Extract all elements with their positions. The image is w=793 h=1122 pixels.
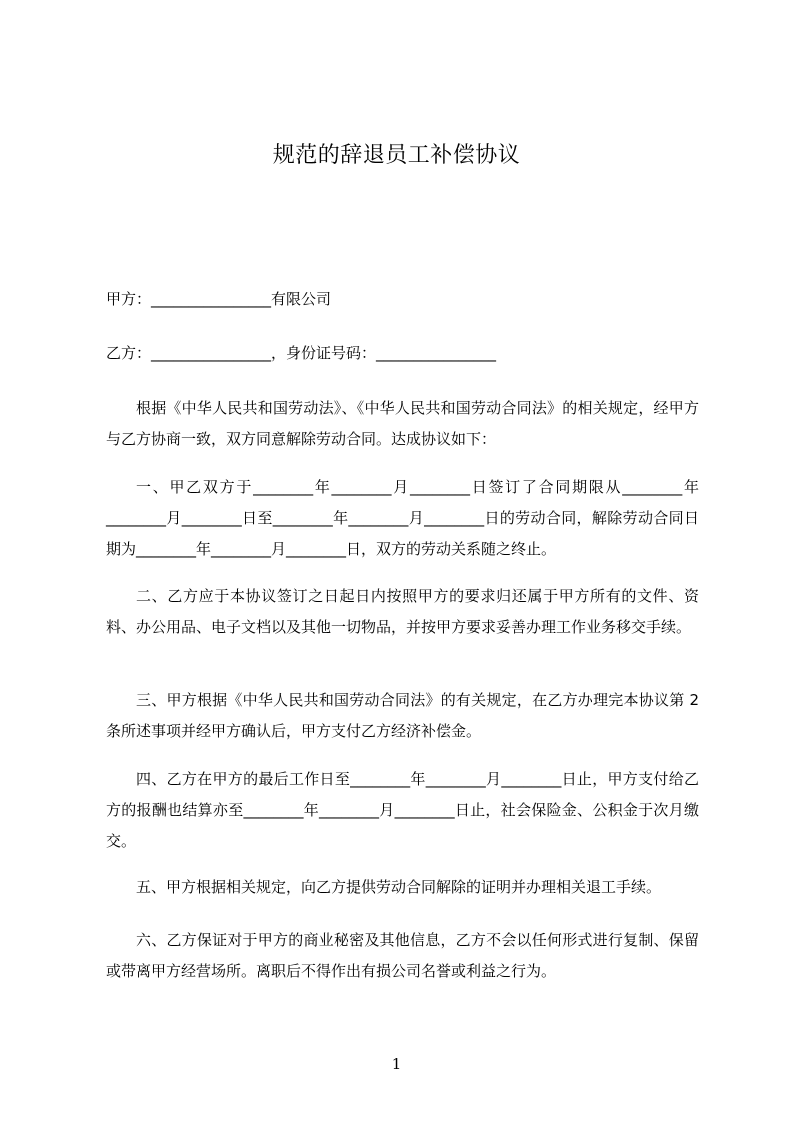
party-b-line: 乙方：________________，身份证号码：________________ [106, 344, 497, 362]
clause-2: 二、乙方应于本协议签订之日起日内按照甲方的要求归还属于甲方所有的文件、资料、办公用品、电子文档以及其他一切物品，并按甲方要求妥善办理工作业务移交手续。 [106, 587, 699, 636]
clause-4: 四、乙方在甲方的最后工作日至________年________月________日止，甲方支付给乙方的报酬也结算亦至________年________月________日止，社会保险金、公积金于次月缴交。 [106, 770, 699, 850]
page-number: 1 [391, 1055, 402, 1073]
clause-5: 五、甲方根据相关规定，向乙方提供劳动合同解除的证明并办理相关退工手续。 [136, 878, 662, 896]
clause-3: 三、甲方根据《中华人民共和国劳动合同法》的有关规定，在乙方办理完本协议第 2 条所述事项并经甲方确认后，甲方支付乙方经济补偿金。 [106, 691, 699, 740]
intro-paragraph: 根据《中华人民共和国劳动法》、《中华人民共和国劳动合同法》的相关规定，经甲方与乙方协商一致，双方同意解除劳动合同。达成协议如下： [106, 399, 699, 448]
clause-1: 一、甲乙双方于________年________月________日签订了合同期限从________年________月________日至________年________月________日的劳动合同，解除劳动合同日期为________年________月________日，双方的劳动关系随之终止。 [106, 478, 699, 558]
clause-6: 六、乙方保证对于甲方的商业秘密及其他信息，乙方不会以任何形式进行复制、保留或带离甲方经营场所。离职后不得作出有损公司名誉或利益之行为。 [106, 931, 699, 980]
document-title: 规范的辞退员工补偿协议 [272, 143, 521, 168]
party-a-line: 甲方：________________有限公司 [106, 290, 332, 308]
